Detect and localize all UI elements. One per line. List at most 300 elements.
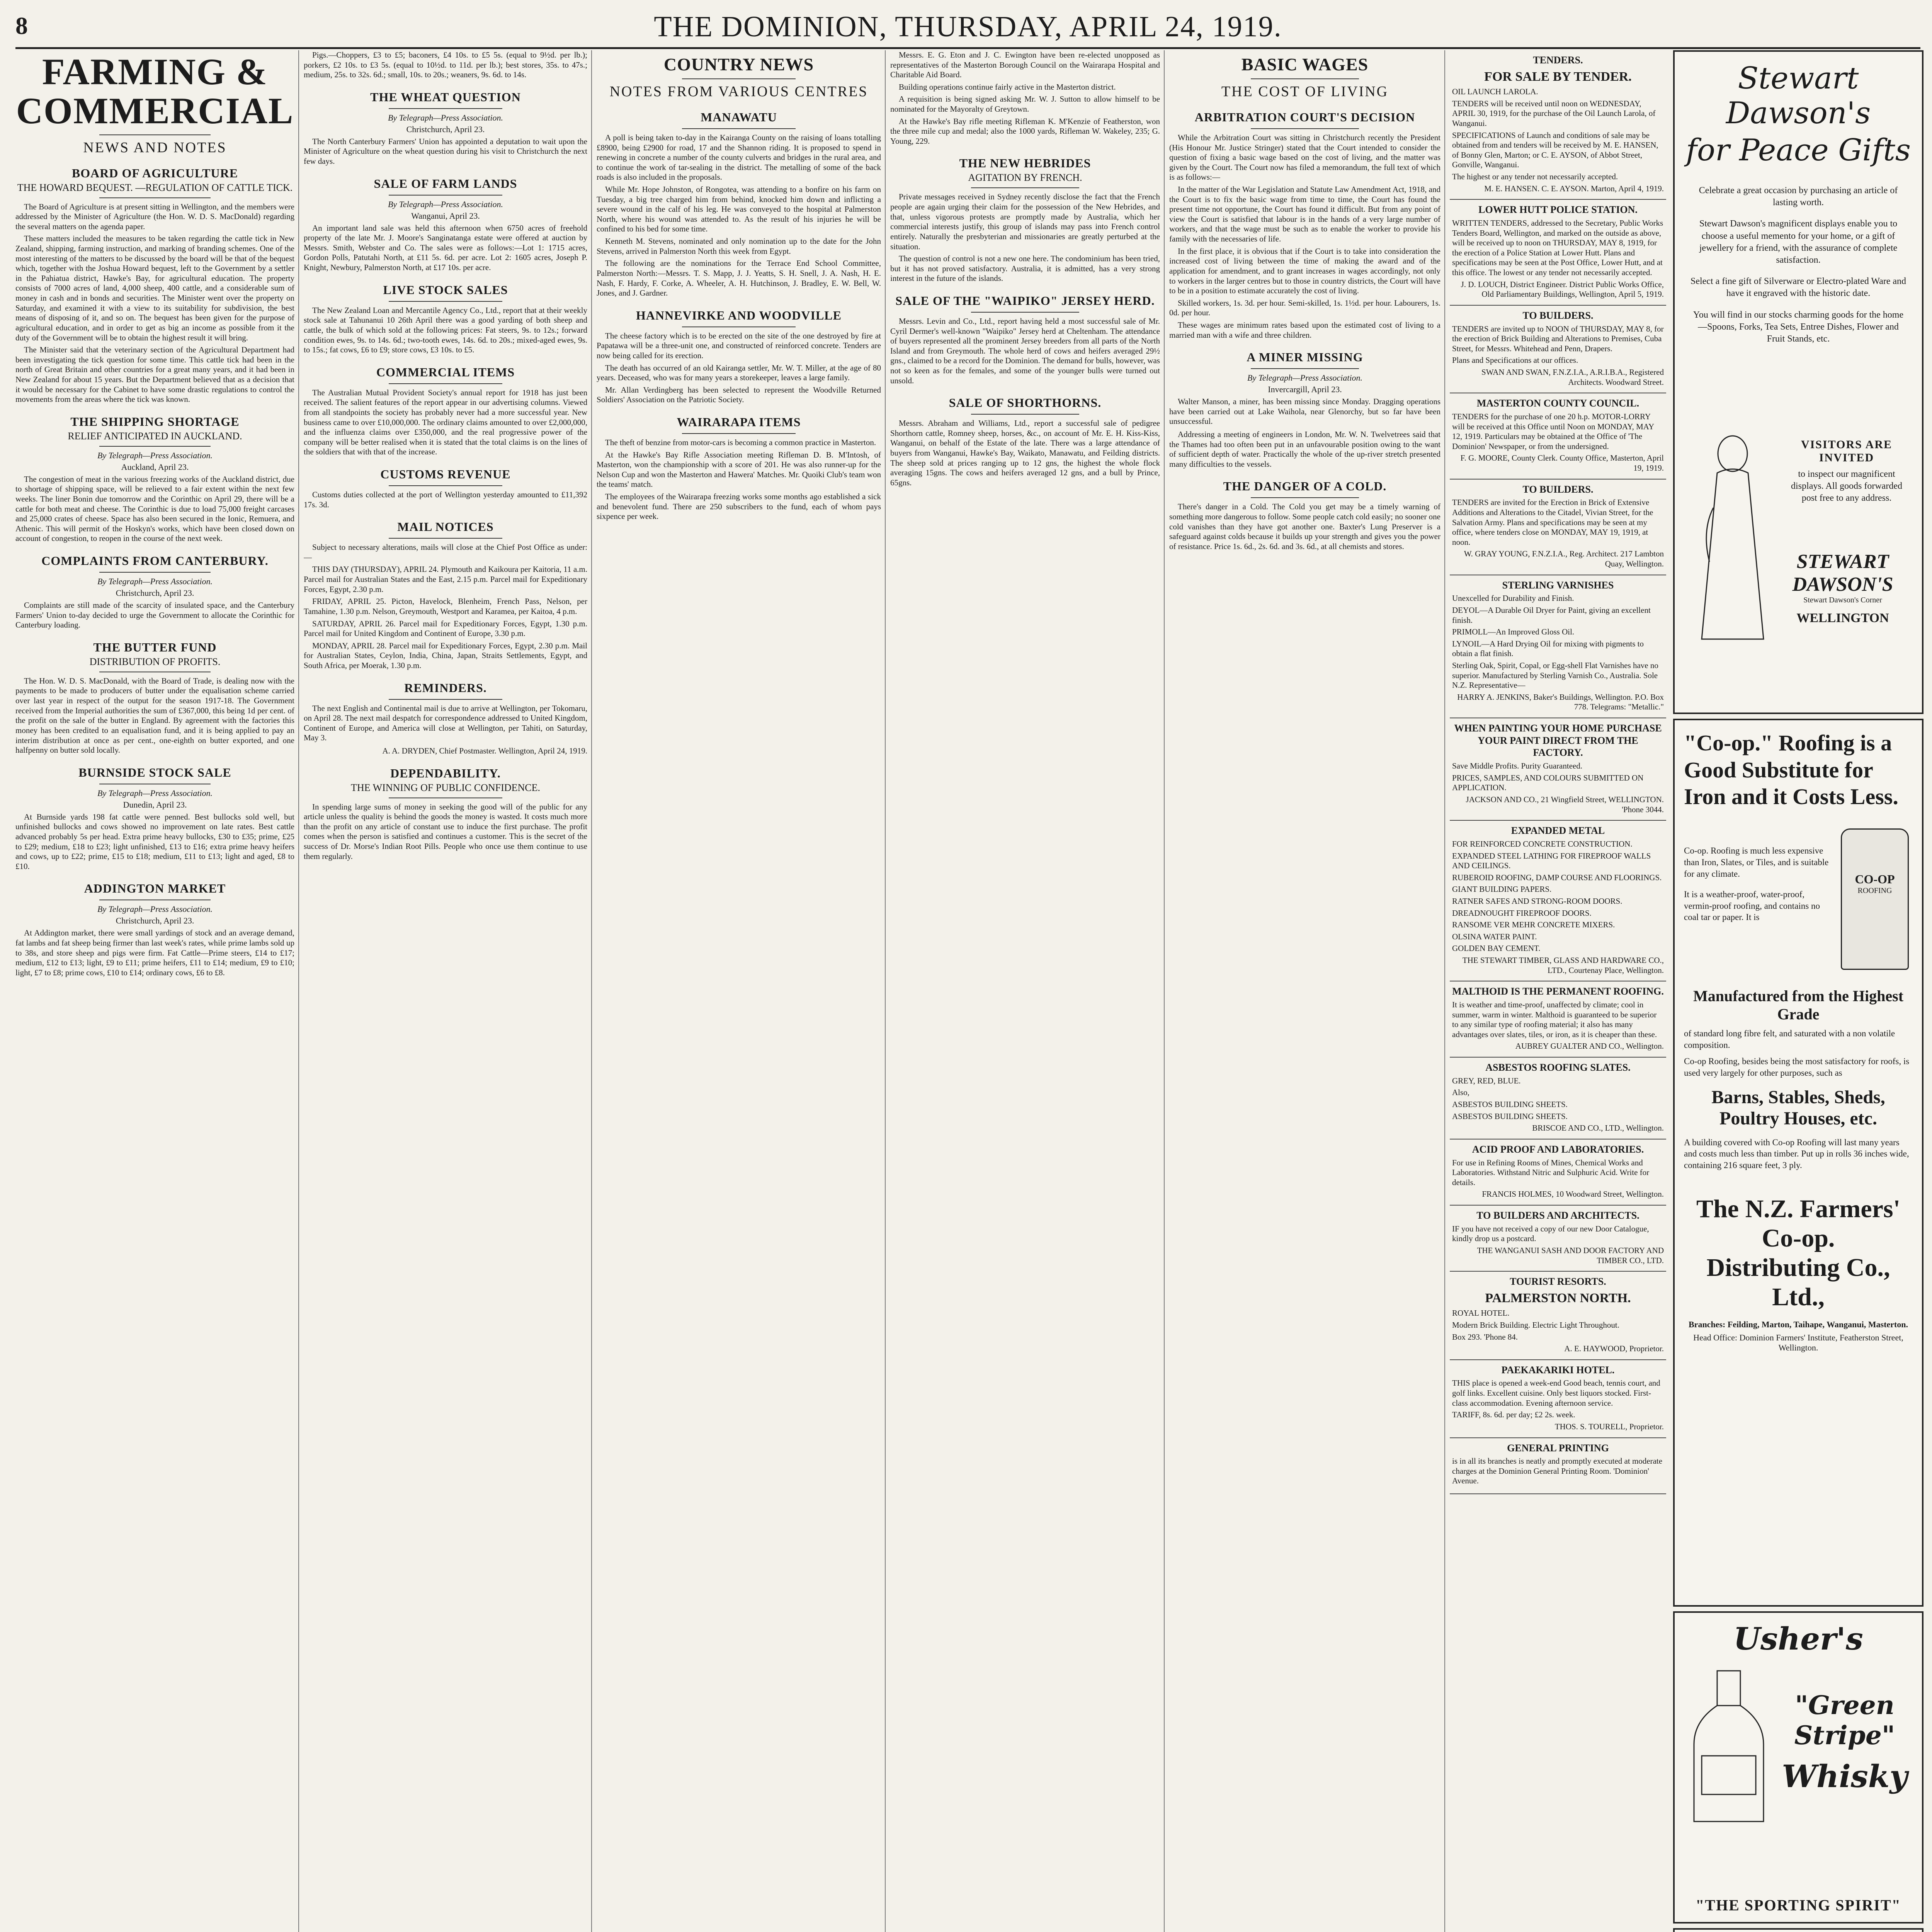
article-headline: REMINDERS. (404, 680, 487, 695)
article-headline: SALE OF THE "WAIPIKO" JERSEY HERD. (895, 293, 1155, 308)
article (304, 766, 587, 862)
article-headline: THE DANGER OF A COLD. (1223, 479, 1387, 493)
headline-rule (99, 572, 211, 573)
article-dateline: Christchurch, April 23. (116, 588, 194, 598)
paragraph: Walter Manson, a miner, has been missing since Monday. Dragging operations have been carried out at Lake Waihola, near Glenorchy, but so far have been unsuccessful. (1169, 397, 1440, 426)
article-headline: LIVE STOCK SALES (383, 282, 508, 297)
section-title: COUNTRY NEWS (663, 54, 814, 74)
coop-roofing-ad (1673, 719, 1923, 1607)
paragraph: These matters included the measures to be taken regarding the cattle tick in New Zealand, shipping, farming instruction, and marking of branding schemes. One of the most interesting of the matters to be discussed by the board will be that of the bequest which, together with the Joshua Howard bequest, left to the Government by a settler in the Pahiatua district, Hawke's Bay, for agricultural education. The property consists of 7000 acres of land, 4,000 sheep, 400 cattle, and a considerable sum of money in cash and in bonds and securities. The Minister went over the property on Saturday, and examined it with a view to its suitability for subdivision, the best means of disposing of it, and so on. The bequest has been given for the purpose of agricultural education, and in order to get as big an income as possible from it the duty of the Government will be to obtain the highest result it will bring. (15, 234, 294, 342)
ad-line: It is weather and time-proof, unaffected by climate; cool in summer, warm in winter. Malthoid is guaranteed to be superior to any similar type of roofing material; it also has many advantages over slates, tiles, or iron, as it is cheaper than these. (1452, 1000, 1657, 1039)
article-body (304, 388, 587, 457)
article (597, 415, 881, 522)
ad-line: PRIMOLL—An Improved Gloss Oil. (1452, 627, 1575, 637)
newspaper-title: THE DOMINION, THURSDAY, APRIL 24, 1919. (654, 10, 1282, 43)
article (597, 308, 881, 405)
article-dateline: Invercargill, April 23. (1268, 384, 1342, 395)
paragraph: While the Arbitration Court was sitting in Christchurch recently the President (His Honour Mr. Justice Stringer) stated that the Court intended to consider the question of fixing a basic wage based on the cost of living, and the matter was given by the Court. The Court now has filed a memorandum, the full text of which is as follows:— (1169, 133, 1440, 182)
classified-ad (1450, 821, 1666, 981)
article-headline: WAIRARAPA ITEMS (677, 415, 801, 429)
article-headline: SALE OF SHORTHORNS. (949, 396, 1102, 410)
masthead (15, 8, 1920, 45)
can-sublabel: ROOFING (1857, 886, 1892, 895)
ad-title: MASTERTON COUNTY COUNCIL. (1476, 398, 1639, 409)
stewart-dawson-logo (1771, 550, 1914, 626)
farming-column-2 (304, 50, 587, 1932)
paragraph: The Hon. W. D. S. MacDonald, with the Board of Trade, is dealing now with the payments to be made to producers of butter under the equalisation scheme carried over last year in respect of the output for the season 1917-18. The Government received from the Imperial authorities the sum of £367,000, this being 1d per cent. of the profit on the sale of the butter in England. By agreement with the factories this money has been credited to an equalisation fund, and it is being applied to pay an interim distribution at once as per cent., one-eighth on butter exported, and one halfpenny on butter sold locally. (15, 676, 294, 755)
paragraph: Customs duties collected at the port of Wellington yesterday amounted to £11,392 17s. 3d. (304, 490, 587, 509)
ad-line: RUBEROID ROOFING, DAMP COURSE AND FLOORINGS. (1452, 872, 1662, 882)
article-byline: By Telegraph—Press Association. (97, 788, 213, 798)
ad-headline: Iron and it Costs Less. (1684, 784, 1898, 810)
article-body (15, 928, 294, 978)
section-subtitle: THE COST OF LIVING (1221, 83, 1389, 100)
article-body (1169, 397, 1440, 427)
article (890, 294, 1160, 386)
headline-rule (99, 446, 211, 447)
paragraph: The Australian Mutual Provident Society's annual report for 1918 has just been received. The salient features of the report appear in our advertising columns. Viewed from all standpoints the society has probably never had a more successful year. New business came to over £10,000,000. The ordinary claims amounted to over £2,000,000, and the influenza claims over £350,000, and the real progressive power of the company will be better realised when it is stated that the total claims is on the lines of the soldiers that with that of the increase. (304, 388, 587, 457)
paragraph: Complaints are still made of the scarcity of insulated space, and the Canterbury Farmers' Union to-day decided to urge the Government to allocate the Corinthic for Canterbury loading. (15, 600, 294, 630)
article (15, 415, 294, 544)
article-body (15, 676, 294, 755)
article-list (890, 50, 1160, 488)
headline-rule (682, 433, 796, 434)
classified-ad (1450, 50, 1666, 200)
headline-rule (389, 195, 502, 196)
paragraph: In spending large sums of money in seeking the good will of the public for any article unless the quality is behind the goods the money is wasted. It costs much more than the profit on any article of constant use to induce the first purchase. The profit comes when the person is satisfied and continues a customer. This is the secret of the success of Dr. Morse's Indian Root Pills. People who once use them continue to use them regularly. (304, 802, 587, 861)
ad-line: EXPANDED STEEL LATHING FOR FIREPROOF WALLS AND CEILINGS. (1452, 851, 1651, 871)
article (304, 467, 587, 510)
ad-line: TENDERS are invited for the Erection in Brick of Extensive Additions and Alterations to the Citadel, Vivian Street, for the Salvation Army. Plans and specifications may be seen at my office, where tenders close on MONDAY, MAY 19, 1919, at noon. (1452, 498, 1653, 547)
article (1169, 350, 1440, 427)
article-byline: By Telegraph—Press Association. (388, 199, 503, 209)
ad-headline: Good Substitute for (1684, 757, 1873, 782)
article-body (304, 50, 587, 80)
article-headline: DEPENDABILITY. (390, 766, 501, 780)
headline-rule (389, 383, 502, 384)
paragraph: THIS DAY (THURSDAY), APRIL 24. Plymouth and Kaikoura per Kaitoria, 11 a.m. Parcel mail for Australian States and the East, 2.15 p.m. Parcel mail for Expeditionary Forces, Egypt, 2.30 p.m. (304, 565, 587, 594)
article-headline: SALE OF FARM LANDS (374, 176, 517, 190)
paragraph: The employees of the Wairarapa freezing works some months ago established a sick and benevolent fund. There are 250 subscribers to the fund, each of whom pays sixpence per week. (597, 492, 881, 521)
paragraph: The Board of Agriculture is at present sitting in Wellington, and the members were addressed by the Minister of Agriculture (the Hon. W. D. S. MacDonald) regarding the several matters on the agenda paper. (15, 202, 294, 231)
head-office: Head Office: Dominion Farmers' Institute, Featherston Street, Wellington. (1693, 1333, 1903, 1353)
article-body (304, 543, 587, 670)
ad-line: Box 293. 'Phone 84. (1452, 1332, 1518, 1342)
ad-signature: SWAN AND SWAN, F.N.Z.I.A., A.R.I.B.A., Registered Architects. Woodward Street. (1481, 367, 1664, 387)
article-list (15, 166, 294, 978)
article-subheadline: THE HOWARD BEQUEST. —REGULATION OF CATTLE TICK. (17, 182, 293, 193)
classified-ad (1450, 1360, 1666, 1438)
section-subtitle: NEWS AND NOTES (83, 139, 227, 156)
classified-ad (1450, 306, 1666, 393)
column-rule (1164, 50, 1165, 1932)
headline-rule (389, 538, 502, 539)
headline-rule (99, 197, 211, 198)
article-body (304, 704, 587, 743)
headline-rule (389, 485, 502, 486)
wairarapa-farmers-ad (1673, 1928, 1923, 1932)
article-body (304, 490, 587, 510)
classified-ad (1450, 1058, 1666, 1139)
article-byline: By Telegraph—Press Association. (97, 450, 213, 460)
headline-rule (389, 699, 502, 700)
paragraph: Building operations continue fairly active in the Masterton district. (899, 82, 1116, 92)
product-kind: Whisky (1782, 1758, 1908, 1794)
ad-line: Sterling Oak, Spirit, Copal, or Egg-shell Flat Varnishes have no superior. Manufactured by Sterling Varnish Co., Australia. Sole N.Z. Representative— (1452, 660, 1658, 690)
ad-title: TO BUILDERS AND ARCHITECTS. (1476, 1209, 1639, 1221)
stewart-dawson-ad (1673, 50, 1923, 714)
paragraph: An important land sale was held this afternoon when 6750 acres of freehold property of the late Mr. J. Moore's Sanginatanga estate were offered at auction by Messrs. Smith, Webster and Co. The sales were as follows:—Lot 1: 1715 acres, Gordon Polls, Patutahi North, at £11 5s. 6d. per acre. Lot 2: 1605 acres, Joseph P. Knight, Newbury, Palmerston North, at £17 10s. per acre. (304, 223, 587, 272)
ad-body: Select a fine gift of Silverware or Electro-plated Ware and have it engraved with the historic date. (1690, 276, 1906, 299)
ad-headline: Stewart Dawson's (1726, 61, 1871, 131)
ad-title: TO BUILDERS. (1522, 310, 1594, 321)
section-rule (1251, 78, 1359, 79)
ad-title: STERLING VARNISHES (1502, 579, 1614, 591)
ad-signature: W. GRAY YOUNG, F.N.Z.I.A., Reg. Architect. 217 Lambton Quay, Wellington. (1464, 549, 1664, 568)
article-body (15, 202, 294, 405)
article-body (597, 133, 881, 298)
ad-body: Stewart Dawson's magnificent displays enable you to choose a useful memento for your home, or a gift of jewellery for a friend, with the assurance of complete satisfaction. (1699, 219, 1898, 265)
basic-wages-column (1169, 50, 1440, 1932)
article-subheadline: DISTRIBUTION OF PROFITS. (89, 656, 221, 667)
ad-title: ACID PROOF AND LABORATORIES. (1472, 1143, 1644, 1155)
article (304, 681, 587, 756)
roofing-roll-illustration (1841, 828, 1909, 970)
ad-signature: THE WANGANUI SASH AND DOOR FACTORY AND TIMBER CO., LTD. (1477, 1245, 1664, 1265)
article-headline: THE BUTTER FUND (93, 640, 217, 654)
company-name: Distributing Co., Ltd., (1706, 1253, 1890, 1311)
classified-ad (1450, 393, 1666, 479)
ad-signature: JACKSON AND CO., 21 Wingfield Street, WELLINGTON. 'Phone 3044. (1466, 795, 1664, 814)
article-byline: By Telegraph—Press Association. (1247, 373, 1363, 383)
ad-signature: AUBREY GUALTER AND CO., Wellington. (1515, 1041, 1664, 1051)
article-signature: A. A. DRYDEN, Chief Postmaster. Wellington, April 24, 1919. (382, 746, 587, 755)
paragraph: While Mr. Hope Johnston, of Rongotea, was attending to a bonfire on his farm on Tuesday, a big tree charged him from behind, knocked him down and inflicting a severe wound in the calf of his leg. He was conveyed to the hospital at Palmerston North, where his wound was attended to. As the result of his injuries he will be confined to his bed for some time. (597, 185, 881, 234)
article-headline: THE SHIPPING SHORTAGE (70, 414, 240, 429)
section-title: BASIC WAGES (1241, 54, 1369, 74)
article-headline: MANAWATU (701, 110, 777, 124)
column-rule (1444, 50, 1445, 1932)
article-dateline: Wanganui, April 23. (411, 211, 480, 221)
article-body (890, 418, 1160, 488)
article (15, 166, 294, 405)
ad-line: Modern Brick Building. Electric Light Throughout. (1452, 1320, 1619, 1330)
ad-signature: A. E. HAYWOOD, Proprietor. (1564, 1344, 1664, 1354)
classified-ad (1450, 1272, 1666, 1360)
column-rule (885, 50, 886, 1932)
paragraph: The death has occurred of an old Kairanga settler, Mr. W. T. Miller, at the age of 80 years. Deceased, who was for many years a storekeeper, leaves a large family. (597, 363, 881, 383)
article-body (15, 600, 294, 630)
article-list (304, 50, 587, 861)
headline-rule (971, 187, 1079, 188)
ad-body: A building covered with Co-op Roofing will last many years and costs much less than timber. Put up in rolls 36 inches wide, containing 216 square feet, 3 ply. (1684, 1137, 1909, 1170)
logo-sub: Stewart Dawson's Corner (1803, 596, 1882, 604)
article-byline: By Telegraph—Press Association. (97, 577, 213, 587)
article-headline: ADDINGTON MARKET (84, 881, 226, 896)
article (304, 365, 587, 457)
whisky-bottle-illustration (1686, 1667, 1771, 1829)
ad-line: DEYOL—A Durable Oil Dryer for Paint, giving an excellent finish. (1452, 605, 1651, 625)
article-headline: ARBITRATION COURT'S DECISION (1194, 110, 1415, 124)
paragraph: The North Canterbury Farmers' Union has appointed a deputation to wait upon the Minister of Agriculture on the wheat question during his visit to Christchurch the next few days. (304, 136, 587, 166)
ad-line: WRITTEN TENDERS, addressed to the Secretary, Public Works Tenders Board, Wellington, and marked on the outside as above, will be received up to noon on THURSDAY, MAY 8, 1919, for the erection of a Police Station at Lower Hutt. Plans and specifications may be seen at the Post Office, Lower Hutt, and at this office. The lowest or any tender not necessarily accepted. (1452, 218, 1663, 277)
article (1169, 479, 1440, 551)
article-body (304, 802, 587, 862)
product-name: "Green Stripe" (1794, 1690, 1895, 1750)
paragraph: In the matter of the War Legislation and Statute Law Amendment Act, 1918, and the Court is to fix the basic wage from time to time, the Court has found the present time not opportune, the Court has found it difficult. But from any point of view the Court is satisfied that labour is in the hands of a very large number of workers, and that the wage must be such as to enable the worker to provide his family with the necessaries of life. (1169, 185, 1440, 244)
paragraph: These wages are minimum rates based upon the estimated cost of living to a married man with a wife and three children. (1169, 320, 1440, 340)
paragraph: In the first place, it is obvious that if the Court is to take into consideration the increased cost of living between the time of making the award and of the application for amendment, and to grant increases in wages accordingly, not only to workers in the larger centres but to those in country districts, the Court will have to be in a position to estimate accurately the cost of living. (1169, 246, 1440, 296)
article-headline: HANNEVIRKE AND WOODVILLE (636, 308, 842, 322)
article (15, 765, 294, 872)
ad-title: GENERAL PRINTING (1507, 1442, 1609, 1454)
classified-ad (1450, 200, 1666, 306)
article (597, 110, 881, 298)
paragraph: At Burnside yards 198 fat cattle were penned. Best bullocks sold well, but unfinished bullocks and cows showed no improvement on late rates. Best cattle advanced probably 5s per head. Extra prime heavy bullocks, £30 to £35; prime, £25 to £29; medium, £18 to £23; light unfinished, £13 to £16; extra prime heavy heifers and cows, up to £22; prime, £15 to £18; medium, £11 to £13; light and aged, £8 to £10. (15, 812, 294, 871)
ad-title: EXPANDED METAL (1511, 825, 1605, 837)
ad-signature: J. D. LOUCH, District Engineer. District Public Works Office, Old Parliamentary Buildings, Wellington, April 5, 1919. (1461, 279, 1664, 299)
article-headline: BURNSIDE STOCK SALE (78, 765, 231, 779)
ad-line: OLSINA WATER PAINT. (1452, 932, 1537, 941)
ad-signature: FRANCIS HOLMES, 10 Woodward Street, Wellington. (1482, 1189, 1664, 1199)
paragraph: FRIDAY, APRIL 25. Picton, Havelock, Blenheim, French Pass, Nelson, per Tamahine, 1.30 p.m. Nelson, Greymouth, Westport and Karamea, per Kaitoa, 4 p.m. (304, 597, 587, 616)
article (890, 156, 1160, 283)
article-headline: THE NEW HEBRIDES (959, 156, 1091, 170)
paragraph: Messrs. Levin and Co., Ltd., report having held a most successful sale of Mr. Cyril Dermer's well-known "Waipiko" Jersey herd at Cheltenham. The attendance of buyers represented all the prominent Jersey breeders from all parts of the North Island and from Greymouth. The whole herd of cows and heifers averaged 29½ gns., claimed to be a record for the Dominion. The demand for bulls, however, was not so keen as for the females, and some of the younger bulls were turned out unsold. (890, 316, 1160, 385)
article (304, 283, 587, 355)
ad-line: TARIFF, 8s. 6d. per day; £2 2s. week. (1452, 1410, 1575, 1420)
article-headline: COMPLAINTS FROM CANTERBURY. (41, 554, 269, 568)
ad-title: TO BUILDERS. (1522, 483, 1594, 495)
ushers-whisky-ad (1673, 1611, 1923, 1923)
article-body (597, 438, 881, 522)
ad-line: PRICES, SAMPLES, AND COLOURS SUBMITTED ON APPLICATION. (1452, 773, 1644, 793)
ad-title: TENDERS. (1533, 54, 1583, 66)
section-subtitle: NOTES FROM VARIOUS CENTRES (609, 83, 868, 100)
article-body (1169, 133, 1440, 340)
article-body (890, 192, 1160, 283)
article-headline: CUSTOMS REVENUE (380, 467, 511, 481)
article-dateline: Christchurch, April 23. (406, 124, 485, 134)
article-subheadline: RELIEF ANTICIPATED IN AUCKLAND. (68, 430, 242, 442)
paragraph: The following are the nominations for the Terrace End School Committee, Palmerston North:—Messrs. T. S. Mapp, J. J. Yeatts, S. H. Snell, J. A. Nash, H. E. Nash, F. Hardy, F. Corke, A. Wheeler, A. H. Hutchinson, J. Bradley, E. W. Bell, W. Jones, and J. Gardner. (597, 259, 881, 298)
headline-rule (1251, 497, 1359, 498)
headline-rule (1251, 368, 1359, 369)
farming-column-1 (15, 50, 294, 1932)
ad-heading: PALMERSTON NORTH. (1485, 1291, 1631, 1305)
paragraph: At the Hawke's Bay rifle meeting Rifleman K. M'Kenzie of Featherston, won the three mile cup and medal; also the 1000 yards, Rifleman W. Wakeley, 235; G. Young, 229. (890, 116, 1160, 146)
headline-rule (389, 108, 502, 109)
classified-ads-column (1450, 50, 1666, 1932)
classified-ad (1450, 1139, 1666, 1206)
ad-line: Also, (1452, 1088, 1469, 1097)
page-number: 8 (15, 12, 28, 39)
article-headline: BOARD OF AGRICULTURE (71, 166, 238, 180)
paragraph: Skilled workers, 1s. 3d. per hour. Semi-skilled, 1s. 1½d. per hour. Labourers, 1s. 0d. per hour. (1169, 298, 1440, 318)
ad-body: Celebrate a great occasion by purchasing an article of lasting worth. (1699, 185, 1898, 208)
ad-signature: F. G. MOORE, County Clerk. County Office, Masterton, April 19, 1919. (1460, 453, 1664, 473)
paragraph: The next English and Continental mail is due to arrive at Wellington, per Tokomaru, on April 28. The next mail despatch for correspondence addressed to United Kingdom, Continent of Europe, and America will close at Wellington, per Tahiti, on Saturday, May 3. (304, 703, 587, 743)
ad-line: GREY, RED, BLUE. (1452, 1076, 1521, 1085)
ad-line: LYNOIL—A Hard Drying Oil for mixing with pigments to obtain a flat finish. (1452, 639, 1644, 658)
headline-rule (1251, 128, 1359, 129)
ad-body: Co-op Roofing, besides being the most satisfactory for roofs, is used very largely for other purposes, such as (1684, 1056, 1910, 1078)
article (304, 177, 587, 273)
paragraph: Mr. Allan Verdingberg has been selected to represent the Woodville Returned Soldiers' Association on the Patriotic Society. (597, 385, 881, 405)
paragraph: Subject to necessary alterations, mails will close at the Chief Post Office as under:— (304, 543, 587, 562)
article-body (304, 223, 587, 273)
article-headline: THE WHEAT QUESTION (370, 90, 521, 104)
article (890, 396, 1160, 488)
ad-title: PAEKAKARIKI HOTEL. (1501, 1364, 1615, 1376)
article-byline: By Telegraph—Press Association. (97, 904, 213, 914)
article-headline: COMMERCIAL ITEMS (376, 365, 515, 379)
ad-signature: THOS. S. TOURELL, Proprietor. (1554, 1422, 1664, 1431)
ad-body: You will find in our stocks charming goods for the home—Spoons, Forks, Tea Sets, Entree Dishes, Flower and Fruit Stands, etc. (1693, 310, 1904, 344)
ad-line: GIANT BUILDING PAPERS. (1452, 884, 1552, 894)
ad-title: WHEN PAINTING YOUR HOME PURCHASE YOUR PAINT DIRECT FROM THE FACTORY. (1454, 723, 1662, 759)
ad-signature: HARRY A. JENKINS, Baker's Buildings, Wellington. P.O. Box 778. Telegrams: "Metallic." (1457, 692, 1664, 712)
ad-line: SPECIFICATIONS of Launch and conditions of sale may be obtained from and tenders will be received by M. E. HANSEN, of Bonny Glen, Marton; or C. E. AYSON, of Abbot Street, Gonville, Wanganui. (1452, 130, 1658, 170)
paragraph: The theft of benzine from motor-cars is becoming a common practice in Masterton. (605, 438, 876, 447)
ad-line: is in all its branches is neatly and promptly executed at moderate charges at the Dominion General Printing Room. 'Dominion' Avenue. (1452, 1456, 1663, 1486)
paragraph: The New Zealand Loan and Mercantile Agency Co., Ltd., report that at their weekly stock sale at Tahunanui 10 26th April there was a good yarding of both sheep and cattle, the bulk of which sold at the following prices: Fat steers, 9s. to 12s.; forward condition ewes, 9s. to 14s. 6d.; two-tooth ewes, 14s. 6d. to 20s.; mixed-aged ewes, 9s. to 15s.; fat cows, £6 to £9; store cows, £3 10s. to £5. (304, 305, 587, 355)
ad-line: Unexcelled for Durability and Finish. (1452, 594, 1574, 603)
paragraph: Messrs. Abraham and Williams, Ltd., report a successful sale of pedigree Shorthorn cattle, Romney sheep, horses, &c., on account of Mr. E. H. Kiss-Kiss, Wanganui, on behalf of the Estate of the late. There was a large attendance of buyers from Wanganui, Hawke's Bay, Waikato, Manawatu, and Feilding districts. The sheep sold at prices ranging up to 12 gns, the highest the whole flock averaging 15gns. The cows and heifers averaged 12 gns, and a bull by Prince, 65gns. (890, 418, 1160, 487)
ad-signature: BRISCOE AND CO., LTD., Wellington. (1532, 1123, 1664, 1133)
article (15, 881, 294, 978)
paragraph: A requisition is being signed asking Mr. W. J. Sutton to allow himself to be nominated for the Mayoralty of Greytown. (890, 94, 1160, 114)
ad-body: of standard long fibre felt, and saturated with a non volatile composition. (1684, 1029, 1895, 1050)
ad-line: OIL LAUNCH LAROLA. (1452, 87, 1538, 97)
ad-body: It is a weather-proof, water-proof, vermin-proof roofing, and contains no coal tar or paper. It is (1684, 889, 1820, 922)
ad-line: RATNER SAFES AND STRONG-ROOM DOORS. (1452, 896, 1622, 906)
article-dateline: Christchurch, April 23. (116, 916, 194, 926)
article (1169, 110, 1440, 340)
ad-line: ASBESTOS BUILDING SHEETS. (1452, 1111, 1568, 1121)
ad-line: TENDERS for the purchase of one 20 h.p. MOTOR-LORRY will be received at this Office until Noon on MONDAY, MAY 12, 1919. Particulars may be obtained at the Office of 'The Dominion' Newspaper, or from the undersigned. (1452, 412, 1654, 451)
ad-line: FOR REINFORCED CONCRETE CONSTRUCTION. (1452, 839, 1633, 849)
ad-line: THIS place is opened a week-end Good beach, tennis court, and golf links. Excellent cuisine. Only best liquors stocked. First-class accommodation. Evening afternoon service. (1452, 1378, 1660, 1408)
article-list (597, 110, 881, 522)
article (304, 520, 587, 670)
ad-line: The highest or any tender not necessarily accepted. (1452, 172, 1618, 182)
tagline: "THE SPORTING SPIRIT" (1696, 1896, 1901, 1914)
ad-line: Plans and Specifications at our offices. (1452, 355, 1578, 365)
headline-rule (682, 128, 796, 129)
classified-ad (1450, 575, 1666, 718)
article (304, 50, 587, 80)
ad-signature: M. E. HANSEN. C. E. AYSON. Marton, April 4, 1919. (1484, 184, 1664, 193)
headline-rule (389, 301, 502, 302)
classified-list (1450, 50, 1666, 1494)
section-rule (99, 134, 211, 135)
paragraph: SATURDAY, APRIL 26. Parcel mail for Expeditionary Forces, Egypt, 1.30 p.m. Parcel mail for United Kingdom and Continent of Europe, 3.30 p.m. (304, 619, 587, 638)
made-line: Manufactured from the Highest Grade (1693, 987, 1904, 1023)
paragraph: The Minister said that the veterinary section of the Agricultural Department had been investigating the tick question for some time. This cattle tick had been in the north of Great Britain and other countries for a great many years, and it had been in New Zealand for about 15 years. But the Department believed that as a decision that it would be necessary for the Cabinet to have some drastic regulations to control the movements from the areas where the tick was known. (15, 345, 294, 404)
ad-headline: for Peace Gifts (1686, 133, 1911, 168)
masthead-rule (15, 47, 1920, 49)
ad-line: IF you have not received a copy of our new Door Catalogue, kindly drop us a postcard. (1452, 1224, 1649, 1243)
ad-title: TOURIST RESORTS. (1510, 1276, 1606, 1287)
company-name: The N.Z. Farmers' Co-op. (1696, 1195, 1900, 1253)
article (304, 90, 587, 167)
article-headline: MAIL NOTICES (397, 520, 494, 534)
paragraph: There's danger in a Cold. The Cold you get may be a timely warning of something more dangerous to follow. Some people catch cold easily; no sooner one cold vanishes than they have got another one. Baxter's Lung Preserver is a safeguard against colds because it builds up your strength and gives you the power of resistance. Price 1s. 6d., 2s. 6d. and 3s. 6d., at all chemists and stores. (1169, 502, 1440, 551)
visitors-body: to inspect our magnificent displays. All goods forwarded post free to any address. (1791, 469, 1902, 503)
article-body (597, 331, 881, 405)
paragraph: At Addington market, there were small yardings of stock and an average demand, fat lambs and fat sheep being firmer than last week's rates, while prime lambs sold up to 38s, and store sheep and pigs were firm. Fat Cattle—Prime steers, £14 to £17; medium, £12 to £13; light, £9 to £11; prime heifers, £11 to £14; medium, £9 to £10; light, £7 to £8; prime cows, £10 to £14; ordinary cows, £6 to £8. (15, 928, 294, 977)
ad-heading: FOR SALE BY TENDER. (1484, 69, 1632, 84)
article-subheadline: AGITATION BY FRENCH. (968, 172, 1082, 184)
article-subheadline: THE WINNING OF PUBLIC CONFIDENCE. (351, 782, 540, 793)
ad-line: DREADNOUGHT FIREPROOF DOORS. (1452, 908, 1592, 918)
classified-ad (1450, 981, 1666, 1058)
article-body (304, 306, 587, 355)
article-dateline: Auckland, April 23. (121, 462, 189, 472)
paragraph: Messrs. E. G. Eton and J. C. Ewington have been re-elected unopposed as representatives of the Masterton Borough Council on the Wairarapa Hospital and Charitable Aid Board. (890, 50, 1160, 80)
section-title: FARMING & COMMERCIAL (16, 51, 294, 131)
lady-figure-illustration (1686, 430, 1775, 647)
logo-text: STEWART (1796, 551, 1889, 573)
ad-title: MALTHOID IS THE PERMANENT ROOFING. (1452, 986, 1664, 997)
paragraph: A poll is being taken to-day in the Kairanga County on the raising of loans totalling £8900, being £2900 for road, 17 and the Shannon riding. It is proposed to spend in renewing in concrete a number of the county culverts and bridges in the rural area, and to continue the work of tar-sealing in the district. The metalling of some of the back roads is also included in the proposals. (597, 133, 881, 182)
ad-line: RANSOME VER MEHR CONCRETE MIXERS. (1452, 920, 1615, 930)
branches: Branches: Feilding, Marton, Taihape, Wanganui, Masterton. (1689, 1320, 1908, 1330)
can-label: CO-OP (1855, 872, 1895, 886)
headline-rule (971, 414, 1079, 415)
classified-ad (1450, 480, 1666, 575)
paragraph: Kenneth M. Stevens, nominated and only nomination up to the date for the John Stevens, arrived in Palmerston North this week from Egypt. (597, 236, 881, 256)
article-body (890, 316, 1160, 386)
article-list (1169, 110, 1440, 552)
headline-rule (971, 312, 1079, 313)
ad-body: Co-op. Roofing is much less expensive than Iron, Slates, or Tiles, and is suitable for any climate. (1684, 846, 1829, 879)
ad-line: For use in Refining Rooms of Mines, Chemical Works and Laboratories. Withstand Nitric and Sulphuric Acid. Write for details. (1452, 1158, 1650, 1187)
article-body (1169, 430, 1440, 469)
logo-city: WELLINGTON (1796, 611, 1889, 625)
article-headline: A MINER MISSING (1247, 350, 1363, 364)
country-news-column-2 (890, 50, 1160, 1932)
uses-line: Barns, Stables, Sheds, Poultry Houses, etc. (1711, 1087, 1885, 1129)
paragraph: Pigs.—Choppers, £3 to £5; baconers, £4 10s. to £5 5s. (equal to 9½d. per lb.); porkers, £2 10s. to £3 5s. (equal to 10½d. to 11d. per lb.); best stores, 35s. to 47s.; medium, 25s. to 32s. 6d.; small, 10s. to 20s.; weaners, 9s. 6d. to 14s. (304, 50, 587, 80)
section-rule (682, 78, 796, 79)
ad-title: LOWER HUTT POLICE STATION. (1478, 204, 1638, 216)
column-rule (298, 50, 299, 1932)
paragraph: The cheese factory which is to be erected on the site of the one destroyed by fire at Papatawa will be a three-unit one, and constructed of reinforced concrete. Tenders are now being called for its erection. (597, 331, 881, 360)
ad-line: TENDERS are invited up to NOON of THURSDAY, MAY 8, for the erection of Brick Building and Alterations to Premises, Cuba Street, for Messrs. Whitehead and Penn, Drapers. (1452, 324, 1664, 353)
article-body (15, 474, 294, 544)
paragraph: The congestion of meat in the various freezing works of the Auckland district, due to shortage of shipping space, will be relieved to a fair extent within the next few weeks. The liner Bonin due tomorrow and the Corinthic on April 29, there will be a cattle for both meat and cheese. The Corinthic is due to load 75,000 freight carcases and 25,000 crates of cheese. Space has also been secured in the Ionic, Remuera, and Athenic. This will permit of the Hoskyn's works, which have been closed down on account of congestion, to reopen in the course of the next week. (15, 474, 294, 543)
article-body (15, 812, 294, 872)
paragraph: At the Hawke's Bay Rifle Association meeting Rifleman D. B. M'Intosh, of Masterton, won the championship with a score of 201. He was also runner-up for the Nelson Cup and won the Masterton and Hawera' Matches. Mr. Quoiki Club's team won the teams' match. (597, 450, 881, 489)
classified-ad (1450, 718, 1666, 821)
logo-text: DAWSON'S (1792, 573, 1893, 595)
brand-name: Usher's (1733, 1621, 1863, 1657)
article (1169, 430, 1440, 469)
column-rule (591, 50, 592, 1932)
ad-title: ASBESTOS ROOFING SLATES. (1485, 1062, 1631, 1073)
visitors-heading: VISITORS ARE INVITED (1801, 438, 1893, 464)
article-body (304, 137, 587, 167)
ad-signature: THE STEWART TIMBER, GLASS AND HARDWARE CO., LTD., Courtenay Place, Wellington. (1462, 956, 1664, 975)
article (15, 554, 294, 630)
paragraph: Private messages received in Sydney recently disclose the fact that the French people are again urging their claim for the possession of the New Hebrides, and that, unless vigorous protests are promptly made by Australia, which her commercial interests justify, this group of islands may pass into French control entirely. Naturally the presbyterian and missionaries are greatly perturbed at the situation. (890, 192, 1160, 251)
classified-ad (1450, 1438, 1666, 1495)
article-body (1169, 502, 1440, 551)
country-news-column (597, 50, 881, 1932)
paragraph: Addressing a meeting of engineers in London, Mr. W. N. Twelvetrees said that the Thames had too often been put in an unfavourable position owing to the want of sufficient depth of water. Practically the whole of the up-river stretch presented many difficulties to the vessels. (1169, 430, 1440, 469)
